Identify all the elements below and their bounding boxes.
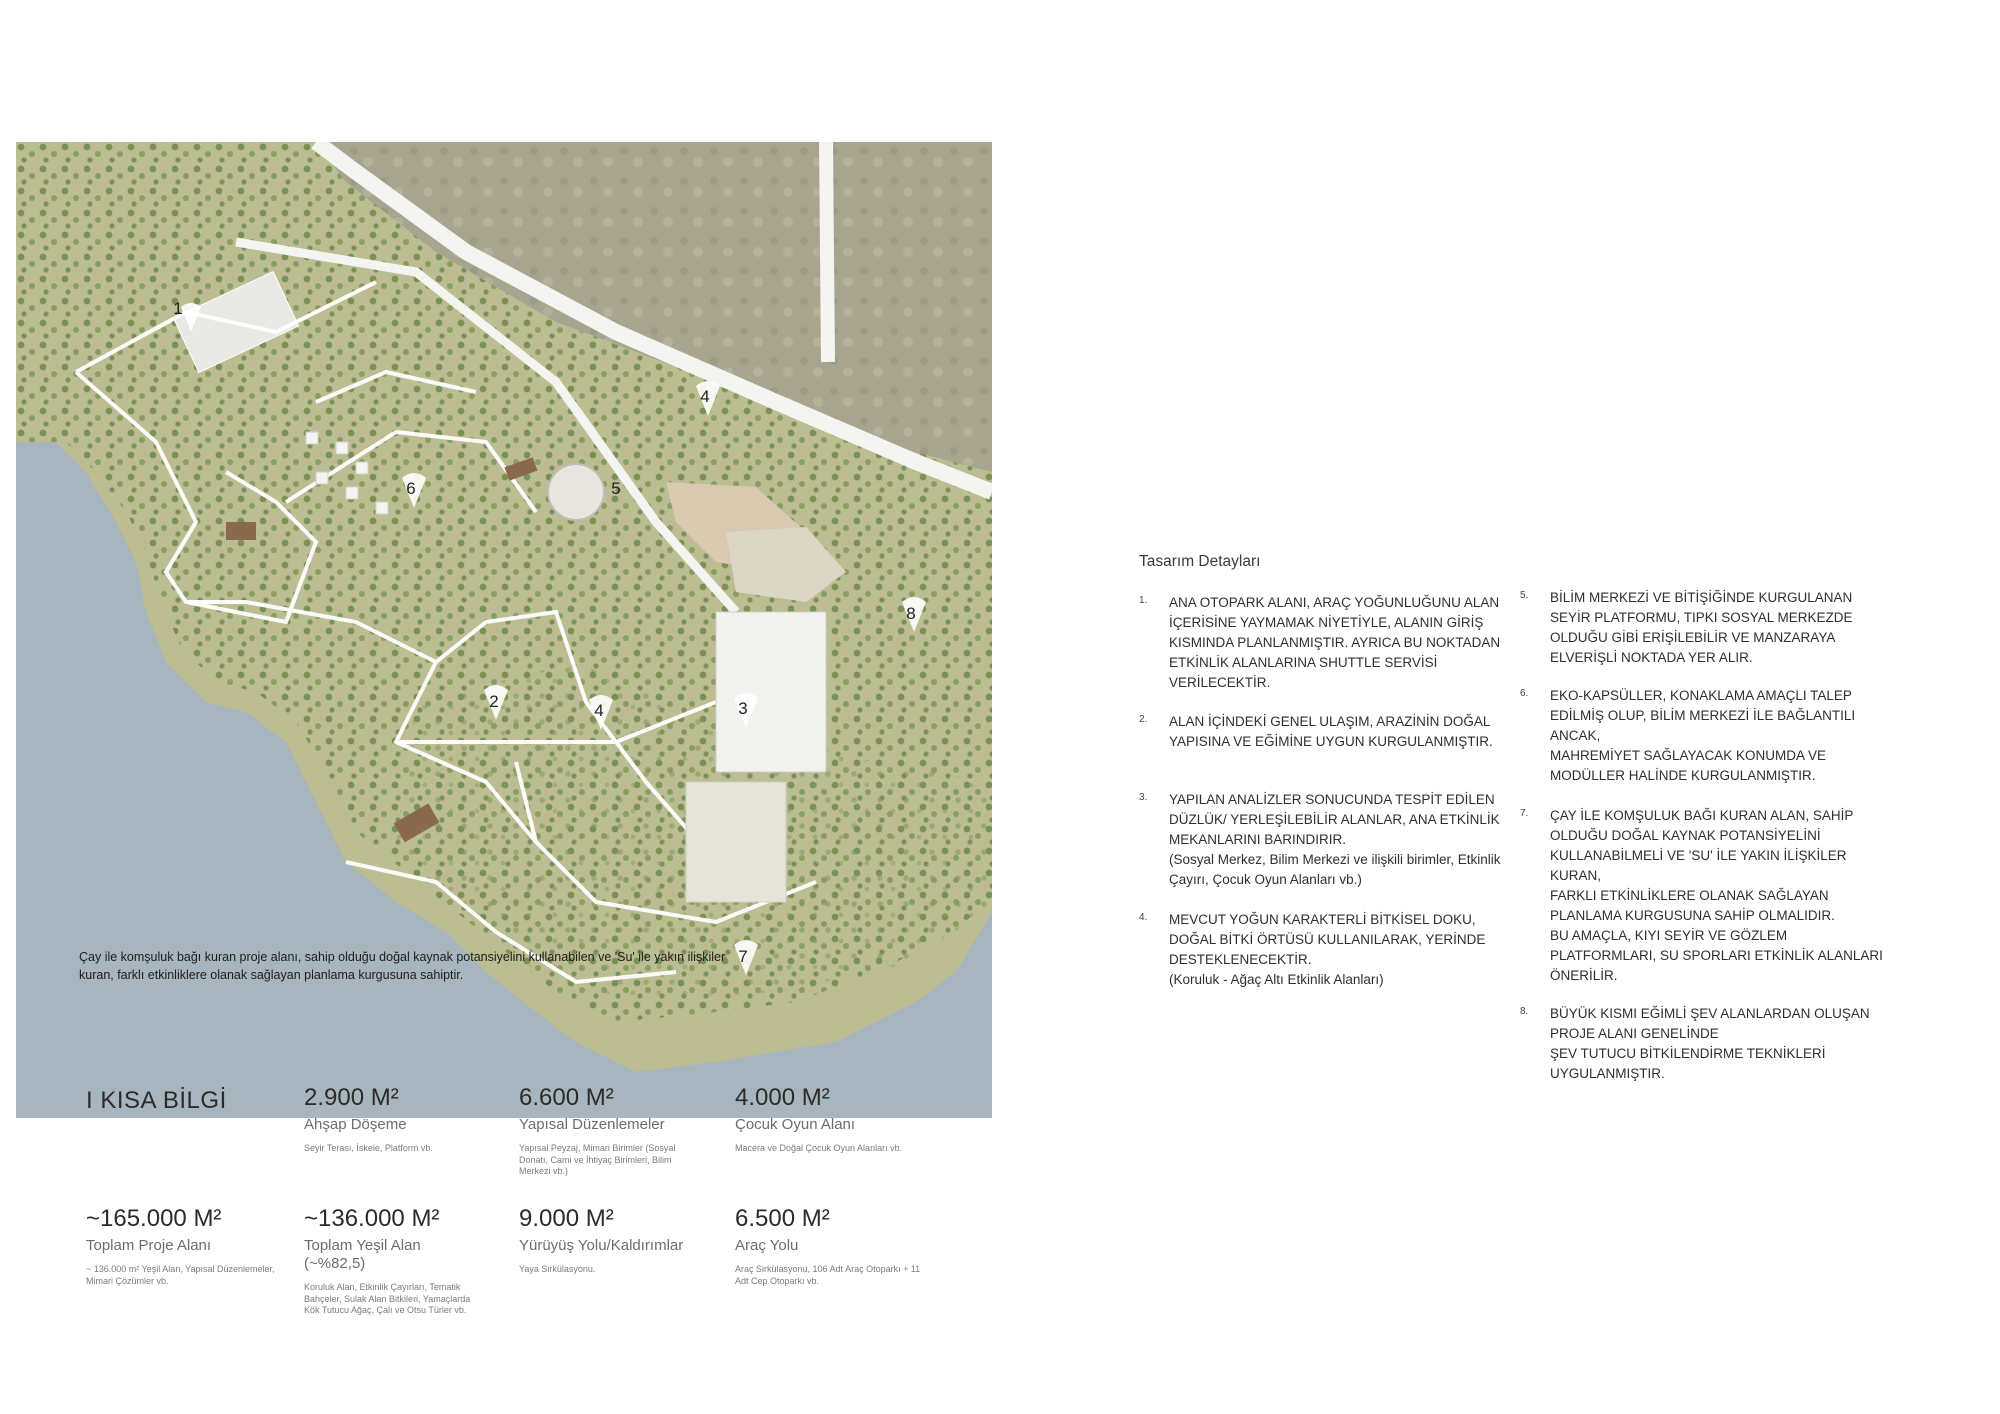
svg-text:6: 6 [406, 479, 416, 498]
detail-text: MEVCUT YOĞUN KARAKTERLİ BİTKİSEL DOKU, DOĞAL BİTKİ ÖRTÜSÜ KULLANILARAK, YERİNDE DESTEKLENECEKTİR. (Koruluk - Ağaç Altı Etkinlik Alanları) [1169, 912, 1486, 987]
stat-label: Ahşap Döşeme [304, 1116, 407, 1133]
detail-text: ANA OTOPARK ALANI, ARAÇ YOĞUNLUĞUNU ALAN İÇERİSİNE YAYMAMAK NİYETİYLE, ALANIN GİRİŞ KISMINDA PLANLANMIŞTIR. AYRICA BU NOKTADAN ETKİNLİK ALANLARINA SHUTTLE SERVİSİ VERİLECEKTİR. [1169, 595, 1501, 690]
science-center [548, 464, 604, 520]
detail-number: 6. [1520, 688, 1529, 699]
stat-description: Koruluk Alan, Etkinlik Çayırları, Tematik Bahçeler, Sulak Alan Bitkileri, Yamaçlarda Kök Tutucu Ağaç, Çalı ve Otsu Türler vb. [304, 1282, 471, 1315]
detail-text: BÜYÜK KISMI EĞİMLİ ŞEV ALANLARDAN OLUŞAN PROJE ALANI GENELİNDE ŞEV TUTUCU BİTKİLENDİRME TEKNİKLERİ UYGULANMIŞTIR. [1550, 1006, 1870, 1081]
site-plan [16, 142, 992, 1118]
quick-info-title: I KISA BİLGİ [86, 1087, 227, 1114]
social-center-buildings [716, 612, 826, 772]
detail-item-2 [1139, 712, 1504, 752]
stat-value: 4.000 M² [735, 1084, 830, 1111]
stat-structural [519, 1084, 689, 1178]
svg-text:1: 1 [173, 299, 183, 318]
plan-caption: Çay ile komşuluk bağı kuran proje alanı, sahip olduğu doğal kaynak potansiyelini kullanabilen ve 'Su' ile yakın ilişkiler kuran, farklı etkinliklere olanak sağlayan planlama kurgusuna sahiptir. [79, 950, 726, 982]
stat-green-area [304, 1205, 484, 1317]
detail-item-7 [1520, 806, 1885, 986]
stat-description: Macera ve Doğal Çocuk Oyun Alanları vb. [735, 1143, 903, 1153]
detail-text: YAPILAN ANALİZLER SONUCUNDA TESPİT EDİLEN DÜZLÜK/ YERLEŞİLEBİLİR ALANLAR, ANA ETKİNLİK MEKANLARINI BARINDIRIR. (Sosyal Merkez, Bilim Merkezi ve ilişkili birimler, Etkinlik Çayırı, Çocuk Oyun Alanları vb.) [1169, 792, 1501, 887]
stat-value: 2.900 M² [304, 1084, 399, 1111]
svg-text:8: 8 [906, 604, 916, 623]
detail-number: 3. [1139, 792, 1148, 803]
stat-value: 6.500 M² [735, 1205, 830, 1232]
stat-label: Toplam Yeşil Alan (~%82,5) [304, 1237, 421, 1272]
detail-text: ALAN İÇİNDEKİ GENEL ULAŞIM, ARAZİNİN DOĞAL YAPISINA VE EĞİMİNE UYGUN KURGULANMIŞTIR. [1169, 714, 1493, 749]
detail-item-1 [1139, 593, 1504, 693]
detail-number: 1. [1139, 595, 1148, 606]
stat-description: Seyir Terası, İskele, Platform vb. [304, 1143, 433, 1153]
stat-description: ~ 136.000 m² Yeşil Alan, Yapısal Düzenlemeler, Mimari Çözümler vb. [86, 1264, 275, 1286]
detail-number: 7. [1520, 808, 1529, 819]
stat-walkways [519, 1205, 719, 1276]
stat-vehicle-road [735, 1205, 925, 1287]
stat-label: Araç Yolu [735, 1237, 799, 1254]
svg-text:3: 3 [738, 699, 748, 718]
detail-item-5 [1520, 588, 1885, 668]
detail-item-6 [1520, 686, 1885, 786]
stat-value: 9.000 M² [519, 1205, 614, 1232]
svg-text:4: 4 [700, 387, 710, 406]
detail-item-3 [1139, 790, 1511, 890]
stat-description: Araç Sirkülasyonu, 106 Adt Araç Otoparkı + 11 Adt Cep Otoparkı vb. [735, 1264, 921, 1286]
detail-item-8 [1520, 1004, 1885, 1084]
svg-text:2: 2 [489, 692, 499, 711]
svg-text:4: 4 [594, 701, 604, 720]
side-road [826, 142, 828, 362]
stat-value: ~136.000 M² [304, 1205, 440, 1232]
stat-playground [735, 1084, 935, 1155]
design-details-title: Tasarım Detayları [1139, 553, 1261, 570]
detail-number: 5. [1520, 590, 1529, 601]
stat-wood-decking [304, 1084, 504, 1155]
detail-number: 4. [1139, 912, 1148, 923]
stat-label: Yürüyüş Yolu/Kaldırımlar [519, 1237, 684, 1254]
zone-marker-5 [611, 479, 620, 498]
stat-total-area [86, 1205, 276, 1287]
science-center-plaza [686, 782, 786, 902]
stat-value: 6.600 M² [519, 1084, 614, 1111]
detail-text: ÇAY İLE KOMŞULUK BAĞI KURAN ALAN, SAHİP OLDUĞU DOĞAL KAYNAK POTANSİYELİNİ KULLANABİLMELİ VE 'SU' İLE YAKIN İLİŞKİLER KURAN, FARKLI ETKİNLİKLERE OLANAK SAĞLAYAN PLANLAMA KURGUSUNA SAHİP OLMALIDIR. BU AMAÇLA, KIYI SEYİR VE GÖZLEM PLATFORMLARI, SU SPORLARI ETKİNLİK ALANLARI ÖNERİLİR. [1550, 808, 1883, 983]
svg-text:7: 7 [738, 947, 748, 966]
stat-value: ~165.000 M² [86, 1205, 222, 1232]
detail-text: EKO-KAPSÜLLER, KONAKLAMA AMAÇLI TALEP EDİLMİŞ OLUP, BİLİM MERKEZİ İLE BAĞLANTILI ANCAK, MAHREMİYET SAĞLAYACAK KONUMDA VE MODÜLLER HALİNDE KURGULANMIŞTIR. [1550, 688, 1856, 783]
svg-text:5: 5 [611, 479, 621, 498]
detail-number: 2. [1139, 714, 1148, 725]
stat-label: Yapısal Düzenlemeler [519, 1116, 665, 1133]
detail-number: 8. [1520, 1006, 1529, 1017]
detail-item-4 [1139, 910, 1511, 990]
stat-description: Yapısal Peyzaj, Mimari Birimler (Sosyal Donatı, Cami ve İhtiyaç Birimleri, Bilim Merkezi vb.) [519, 1143, 676, 1176]
detail-text: BİLİM MERKEZİ VE BİTİŞİĞİNDE KURGULANAN SEYİR PLATFORMU, TIPKI SOSYAL MERKEZDE OLDUĞU GİBİ ERİŞİLEBİLİR VE MANZARAYA ELVERİŞLİ NOKTADA YER ALIR. [1550, 590, 1853, 665]
stat-label: Toplam Proje Alanı [86, 1237, 212, 1254]
stat-label: Çocuk Oyun Alanı [735, 1116, 856, 1133]
stat-description: Yaya Sirkülasyonu. [519, 1264, 596, 1274]
